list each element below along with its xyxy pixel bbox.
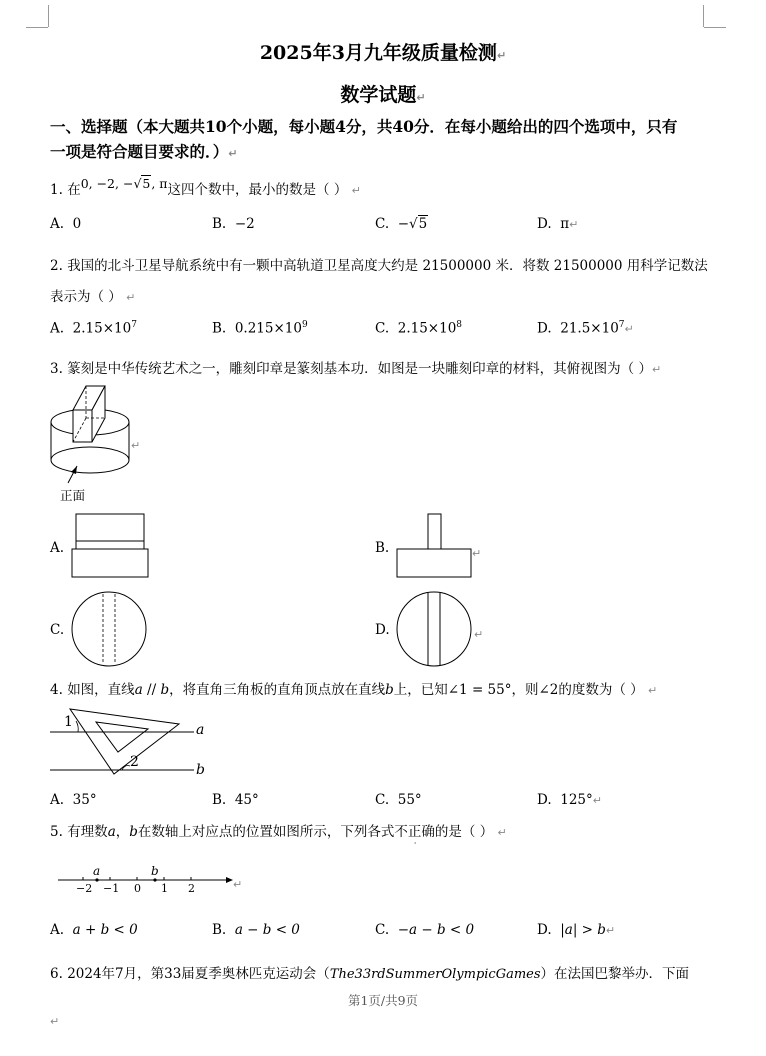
crop-mark-top-right-horizontal [704, 27, 726, 28]
page-footer: 第1页/共9页 [347, 993, 419, 1008]
q4-option-c[interactable]: C. 55° [375, 792, 422, 808]
q2-option-b[interactable]: B. $0.215\times 10^9$ [212, 320, 308, 337]
q3-seal-figure [40, 380, 160, 500]
q3-figure-label: 正面 [60, 488, 86, 503]
q4-label-b: b [196, 762, 205, 778]
question-3-stem: 3. 篆刻是中华传统艺术之一，雕刻印章是篆刻基本功．如图是一块雕刻印章的材料，其俯视图为（ ）↵ [50, 361, 662, 377]
crop-mark-top-right-vertical [703, 5, 704, 27]
q5-figure-mark: ↵ [233, 878, 243, 891]
axis-label-neg2: −2 [76, 882, 93, 895]
question-6-stem: 6. 2024年7月，第33届夏季奥林匹克运动会（The33rdSummerOlympicGames）在法国巴黎举办．下面 [50, 966, 690, 982]
q3-option-b-mark: ↵ [472, 547, 482, 560]
q1-option-a[interactable]: A. 0 [50, 216, 82, 232]
q3-option-b-letter[interactable]: B. [375, 540, 390, 556]
q5-option-a[interactable]: A. a + b < 0 [50, 922, 138, 938]
axis-var-b: b [151, 864, 159, 878]
q5-option-b[interactable]: B. a − b < 0 [212, 922, 300, 938]
axis-arrow [226, 877, 233, 883]
q1-option-d[interactable]: D. π↵ [537, 216, 579, 232]
q4-label-a: a [196, 722, 205, 738]
q2-option-d[interactable]: D. $21.5\times 10^7↵$ [537, 320, 634, 337]
triangle-inner [96, 722, 148, 752]
section-heading-line-2: 一项是符合题目要求的．）↵ [50, 142, 238, 161]
q2-option-c[interactable]: C. $2.15\times 10^8$ [375, 320, 463, 337]
angle-1-arc [76, 721, 78, 732]
q3-option-d-letter[interactable]: D. [375, 622, 390, 638]
page-subtitle: 数学试题↵ [340, 84, 426, 106]
q3-option-a-letter[interactable]: A. [50, 540, 65, 556]
q3-option-c-letter[interactable]: C. [50, 622, 65, 638]
q4-option-d[interactable]: D. 125°↵ [537, 792, 602, 808]
q3-option-c-figure[interactable] [70, 590, 150, 670]
q2-option-a[interactable]: A. $2.15\times 10^7$ [50, 320, 137, 337]
question-4-stem: 4. 如图，直线a // b，将直角三角板的直角顶点放在直线b上，已知∠1 = 55°，则∠2的度数为（ ） ↵ [50, 682, 658, 698]
q4-option-b[interactable]: B. 45° [212, 792, 259, 808]
page-title: 2025年3月九年级质量检测↵ [259, 42, 507, 64]
cylinder-bottom-ellipse [51, 447, 129, 473]
axis-label-2: 2 [188, 882, 195, 895]
q3-option-d-mark: ↵ [474, 628, 484, 641]
crop-mark-top-left-horizontal [26, 27, 48, 28]
q4-figure [48, 704, 218, 784]
section-heading-line-1: 一、选择题（本大题共10个小题，每小题4分，共40分．在每小题给出的四个选项中，只有 [50, 117, 678, 136]
q4-label-1: 1 [64, 714, 73, 730]
point-a [95, 878, 98, 881]
crop-mark-top-left-vertical [48, 5, 49, 27]
q4-label-2: 2 [130, 754, 139, 770]
angle-2-arc [122, 766, 130, 771]
question-5-stem: 5. 有理数a，b在数轴上对应点的位置如图所示，下列各式不正 · 确的是（ ） ↵ [50, 824, 507, 848]
axis-label-0: 0 [134, 882, 141, 895]
q3-figure-mark: ↵ [131, 439, 141, 452]
q3-option-a-figure[interactable] [70, 512, 150, 580]
question-1-stem: 1. 在0, −2, −√5, π这四个数中，最小的数是（ ） ↵ [50, 176, 361, 198]
triangle-outer [70, 709, 179, 774]
section-heading [50, 114, 720, 166]
q4-option-a[interactable]: A. 35° [50, 792, 97, 808]
footer-mark: ↵ [50, 1015, 60, 1028]
q3-option-d-figure[interactable] [395, 590, 475, 670]
axis-var-a: a [93, 864, 101, 878]
q1-option-c[interactable]: C. −√5 [375, 216, 428, 232]
q1-option-b[interactable]: B. −2 [212, 216, 255, 232]
question-2-stem-line-1: 2. 我国的北斗卫星导航系统中有一颗中高轨道卫星高度大约是 21500000 米．将数 21500000 用科学记数法 [50, 258, 708, 274]
q3-option-b-figure[interactable] [395, 512, 475, 580]
q5-option-c[interactable]: C. −a − b < 0 [375, 922, 475, 938]
q5-option-d[interactable]: D. |a| > b↵ [537, 922, 616, 938]
axis-label-1: 1 [161, 882, 168, 895]
question-2-stem-line-2: 表示为（ ） ↵ [50, 289, 136, 305]
point-b [153, 878, 156, 881]
axis-label-neg1: −1 [103, 882, 120, 895]
